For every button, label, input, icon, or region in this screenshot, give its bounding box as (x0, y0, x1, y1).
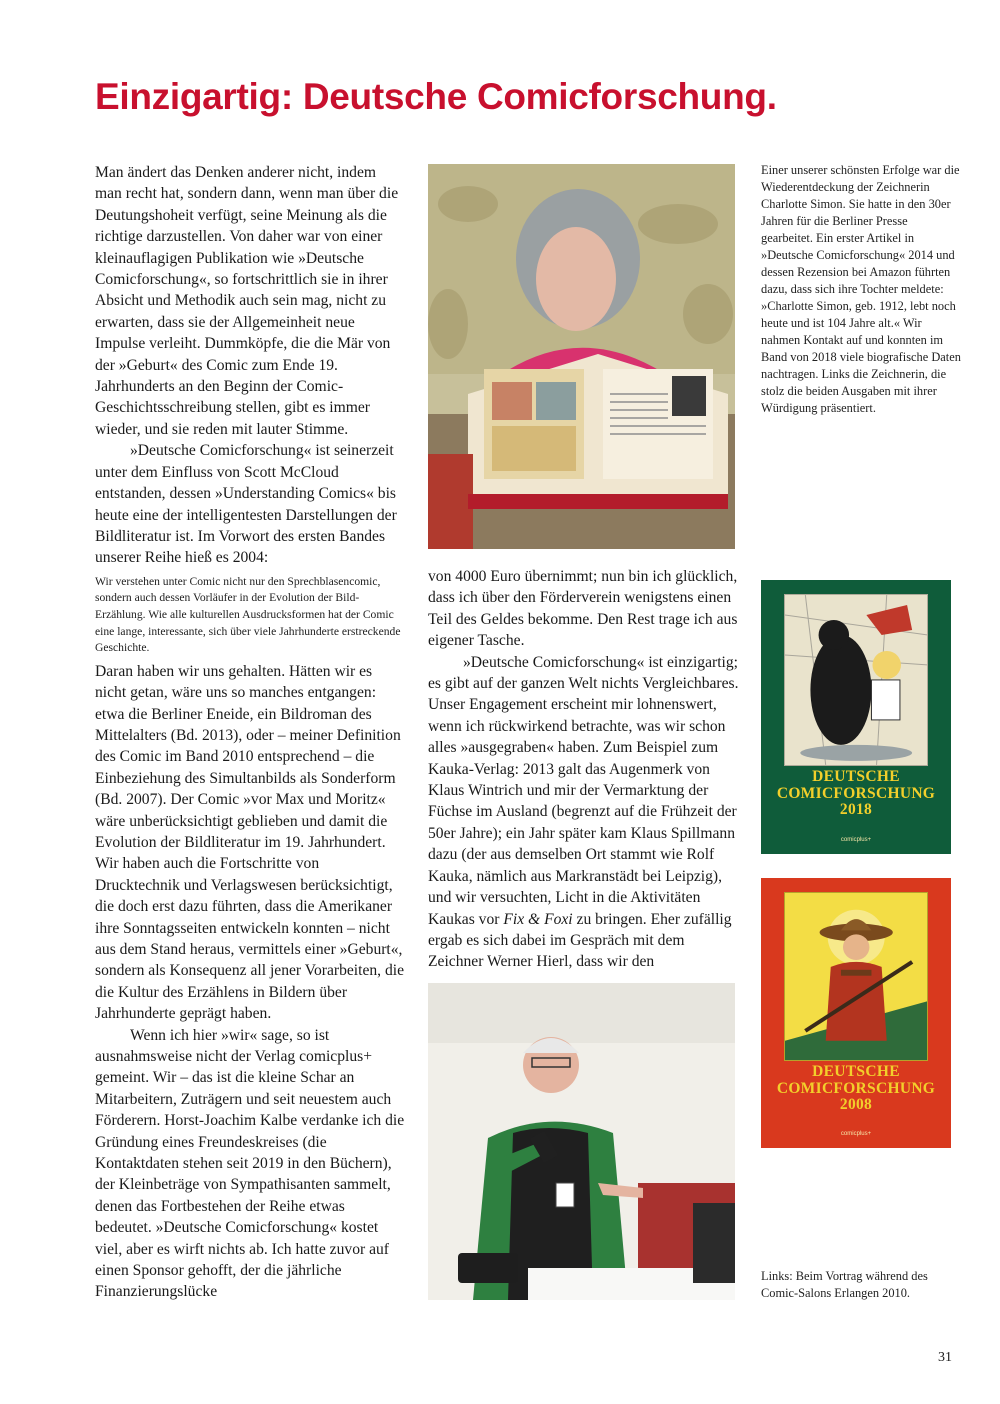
page-number: 31 (938, 1350, 952, 1365)
cover-title: DEUTSCHE COMICFORSCHUNG 2008 (776, 1063, 936, 1114)
paragraph: »Deutsche Comicforschung« ist einzigartig; es gibt auf der ganzen Welt nichts Vergleichbares. Unser Engagement erscheint mir lohnenswert, wenn ich rückwirkend betrachte, was wir schon alles »ausgegraben« haben. Zum Beispiel zum Kauka-Verlag: 2013 galt das Augenmerk von Klaus Wintrich und mir der Vermarktung der Füchse im Ausland (begrenzt auf die Frühzeit der 50er Jahre); ein Jahr später kam Klaus Spillmann dazu (der aus demselben Ort stammt wie Rolf Kauka, nämlich aus Markranstädt bei Leipzig), und wir versuchten, Licht in die Aktivitäten Kaukas vor Fix & Foxi zu bringen. Eher zufällig ergab es sich dabei im Gespräch mit dem Zeichner Werner Hierl, dass wir den (428, 653, 739, 971)
cover-illustration (784, 892, 928, 1061)
cover-publisher: comicplus+ (840, 837, 872, 844)
title-emphasis: Fix & Foxi (503, 910, 573, 928)
paragraph: »Deutsche Comicforschung« ist seinerzeit unter dem Einfluss von Scott McCloud entstanden, dessen »Understanding Comics« bis heute eine der intelligentesten Darstellungen der Bildliteratur ist. Im Vorwort des ersten Bandes unserer Reihe hieß es 2004: (95, 442, 397, 567)
paragraph: Man ändert das Denken anderer nicht, indem man recht hat, sondern dann, wenn man über die Deutungshoheit verfügt, seine Meinung als die richtige darzustellen. Von daher war von einer kleinauflagigen Publikation wie »Deutsche Comicforschung«, so fortschrittlich sie in ihrer Absicht und Methodik auch sein mag, nicht zu erwarten, dass sie der Allgemeinheit neue Impulse verleiht. Dummköpfe, die die Mär von der »Geburt« des Comic zum Ende 19. Jahrhunderts an den Beginn der Comic-Geschichtsschreibung stellen, gibt es immer wieder, und sie reden mit lauter Stimme. (95, 164, 399, 438)
paragraph: Wenn ich hier »wir« sage, so ist ausnahmsweise nicht der Verlag comicplus+ gemeint. Wir – das ist die kleine Schar an Mitarbeitern, Zuträgern und seit neuestem auch Förderern. Horst-Joachim Kalbe verdanke ich die Gründung eines Freundeskreises (die Kontaktdaten stehen seit 2019 in den Büchern), der Kleinbeträge von Sympathisanten sammelt, denen das Fortbestehen der Reihe etwas bedeutet. »Deutsche Comicforschung« kostet viel, aber es wirft nichts ab. Ich hatte zuvor auf einen Sponsor gehofft, der die jährliche Finanzierungslücke (95, 1026, 405, 1301)
cover-illustration (784, 594, 928, 766)
book-cover-2018 (761, 580, 951, 854)
cover-title: DEUTSCHE COMICFORSCHUNG 2018 (776, 768, 936, 819)
caption-lecture: Links: Beim Vortrag während des Comic-Salons Erlangen 2010. (761, 1269, 928, 1300)
block-quote: Wir verstehen unter Comic nicht nur den Sprechblasencomic, sondern auch dessen Vorläufer in der Evolution der Bild-Erzählung. Wie alle kulturellen Ausdrucksformen hat der Comic eine lange, interessante, sich über viele Jahrhunderte erstreckende Geschichte. (95, 574, 401, 655)
photo-charlotte-simon (428, 164, 735, 549)
caption-charlotte-simon: Einer unserer schönsten Erfolge war die Wiederentdeckung der Zeichnerin Charlotte Simon. Sie hatte in den 30er Jahren für die Berliner Presse gearbeitet. Ein erster Artikel in »Deutsche Comicforschung« 2014 und dessen Rezension bei Amazon führten dazu, dass sich ihre Tochter meldete: »Charlotte Simon, geb. 1912, lebt noch heute und ist 104 Jahre alt.« Wir nahmen Kontakt auf und konnten im Band von 2018 viele biografische Daten nachtragen. Links die Zeichnerin, die stolz die beiden Ausgaben mit ihrer Würdigung präsentiert. (761, 163, 961, 415)
cover-publisher: comicplus+ (840, 1131, 872, 1138)
page-title: Einzigartig: Deutsche Comicforschung. (95, 76, 777, 117)
book-cover-2008 (761, 878, 951, 1148)
text-column-left (95, 162, 405, 1303)
paragraph: von 4000 Euro übernimmt; nun bin ich glücklich, dass ich über den Förderverein wenigstens einen Teil des Geldes bekomme. Den Rest trage ich aus eigener Tasche. (428, 568, 738, 650)
paragraph: Daran haben wir uns gehalten. Hätten wir es nicht getan, wäre uns so manches entgangen: etwa die Berliner Eneide, ein Bildroman des Mittelalters (Bd. 2013), oder – meiner Definition des Comic im Band 2010 entsprechend – die Einbeziehung des Simultanbilds als Sonderform (Bd. 2007). Der Comic »vor Max und Moritz« wäre unberücksichtigt geblieben und damit die Evolution der Bildliteratur im 19. Jahrhundert. Wir haben auch die Fortschritte von Drucktechnik und Verlagswesen berücksichtigt, die doch erst dazu führten, dass die Amerikaner ihre Sonntagsseiten entwickeln konnten – nicht aus dem Stand heraus, vermittels einer »Geburt«, sondern als Konsequenz all jener Vorarbeiten, die die Kultur des Erzählens in Bildern über Jahrhunderte geprägt haben. (95, 662, 405, 1023)
photo-lecture (428, 983, 735, 1300)
text-column-middle (428, 566, 740, 973)
